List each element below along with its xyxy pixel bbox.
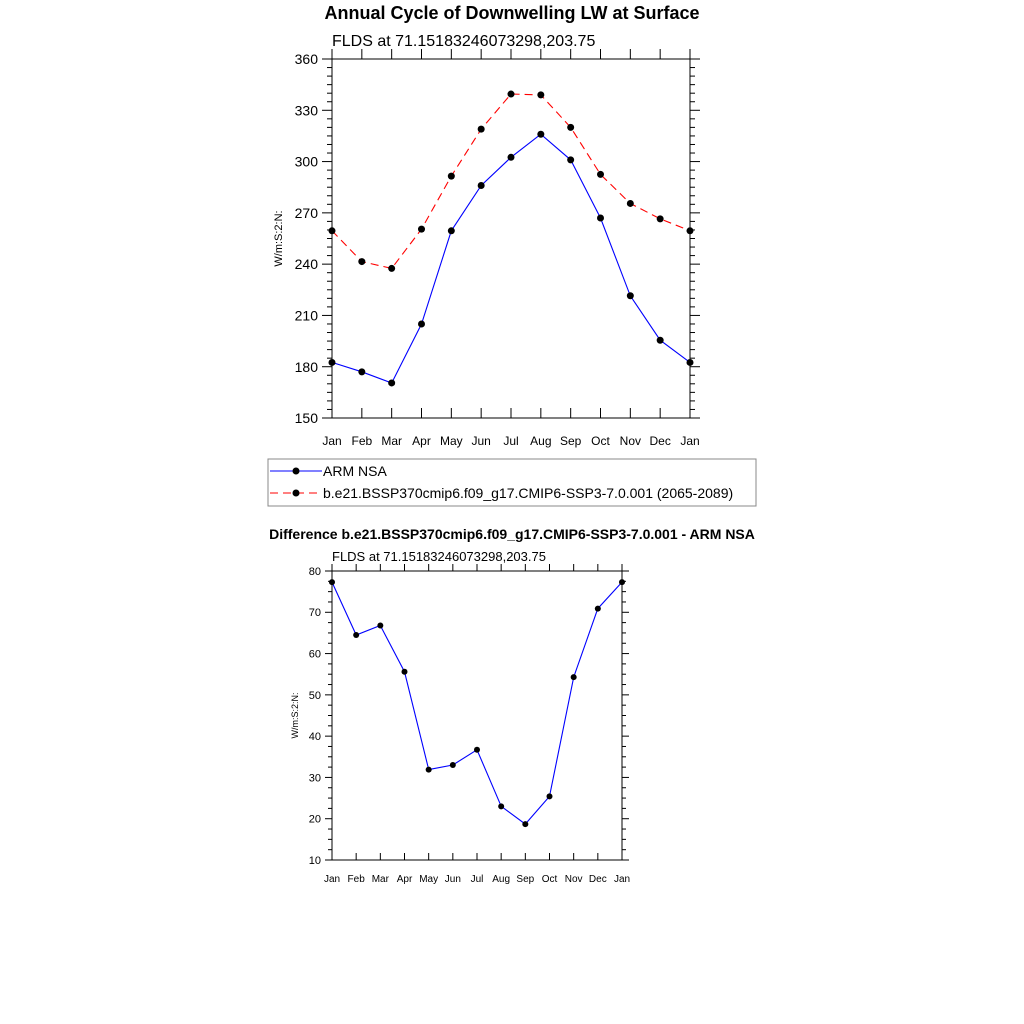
data-point [567, 156, 574, 163]
data-point [508, 154, 515, 161]
x-tick-label: Nov [564, 874, 583, 885]
x-tick-label: Feb [347, 874, 365, 885]
y-tick-label: 50 [308, 689, 321, 702]
data-point [418, 320, 425, 327]
plot-frame [332, 59, 690, 418]
x-tick-label: Jul [503, 434, 519, 448]
data-point [627, 200, 634, 207]
chart-title: Annual Cycle of Downwelling LW at Surface [324, 3, 700, 23]
x-tick-label: Oct [591, 434, 610, 448]
y-axis-label: W/m:S:2:N: [290, 692, 300, 739]
data-point [619, 579, 625, 585]
y-tick-label: 180 [294, 358, 318, 375]
y-tick-label: 20 [308, 813, 321, 826]
data-point [329, 359, 336, 366]
data-point [418, 226, 425, 233]
y-tick-label: 240 [294, 256, 318, 273]
data-point [537, 131, 544, 138]
x-tick-label: Nov [619, 434, 642, 448]
y-axis-label: W/m:S:2:N: [273, 210, 285, 267]
difference-chart [269, 526, 755, 885]
series-line-0 [332, 134, 690, 383]
x-tick-label: May [439, 434, 463, 448]
chart-title: Difference b.e21.BSSP370cmip6.f09_g17.CMIP6-SSP3-7.0.001 - ARM NSA [269, 526, 755, 542]
data-point [657, 215, 664, 222]
data-point [448, 227, 455, 234]
data-point [498, 803, 504, 809]
plot-frame [332, 571, 622, 860]
x-tick-label: Apr [412, 434, 431, 448]
x-tick-label: Jan [323, 874, 341, 885]
data-point [508, 91, 515, 98]
series-line-1 [332, 94, 690, 268]
data-point [597, 171, 604, 178]
y-tick-label: 70 [308, 607, 321, 620]
data-point [388, 379, 395, 386]
data-point [426, 767, 432, 773]
x-tick-label: Oct [541, 874, 558, 885]
data-point [627, 292, 634, 299]
data-point [571, 674, 577, 680]
data-point [547, 793, 553, 799]
x-tick-label: Aug [492, 874, 511, 885]
data-point [329, 579, 335, 585]
legend-marker-1 [293, 490, 300, 497]
data-point [537, 91, 544, 98]
x-tick-label: Mar [371, 874, 389, 885]
x-tick-label: Apr [396, 874, 413, 885]
x-tick-label: Jan [680, 434, 700, 448]
data-point [657, 337, 664, 344]
data-point [450, 762, 456, 768]
chart-subtitle: FLDS at 71.15183246073298,203.75 [332, 33, 596, 50]
legend-label-1: b.e21.BSSP370cmip6.f09_g17.CMIP6-SSP3-7.0.001 (2065-2089) [323, 485, 734, 501]
legend-label-0: ARM NSA [323, 463, 387, 479]
x-tick-label: Sep [516, 874, 535, 885]
chart-subtitle: FLDS at 71.15183246073298,203.75 [332, 549, 546, 564]
data-point [474, 747, 480, 753]
x-tick-label: Aug [530, 434, 552, 448]
y-tick-label: 60 [308, 648, 321, 661]
x-tick-label: Jan [322, 434, 342, 448]
data-point [687, 227, 694, 234]
data-point [402, 669, 408, 675]
x-tick-label: Feb [351, 434, 373, 448]
data-point [358, 368, 365, 375]
y-tick-label: 150 [294, 410, 318, 427]
y-tick-label: 360 [294, 51, 318, 68]
y-tick-label: 330 [294, 102, 318, 119]
x-tick-label: Jan [613, 874, 631, 885]
legend [268, 459, 756, 506]
x-tick-label: Jun [444, 874, 461, 885]
x-tick-label: Mar [381, 434, 403, 448]
y-tick-label: 10 [308, 854, 321, 867]
x-tick-label: Dec [649, 434, 671, 448]
data-point [353, 632, 359, 638]
data-point [597, 214, 604, 221]
y-tick-label: 210 [294, 307, 318, 324]
y-tick-label: 270 [294, 204, 318, 221]
x-tick-label: May [419, 874, 439, 885]
data-point [358, 258, 365, 265]
data-point [478, 126, 485, 133]
y-tick-label: 30 [308, 772, 321, 785]
data-point [377, 622, 383, 628]
y-tick-label: 40 [308, 731, 321, 744]
data-point [448, 173, 455, 180]
data-point [329, 227, 336, 234]
data-point [567, 124, 574, 131]
x-tick-label: Sep [559, 434, 582, 448]
x-tick-label: Jul [470, 874, 484, 885]
data-point [522, 821, 528, 827]
series-line-0 [332, 582, 622, 824]
x-tick-label: Jun [471, 434, 491, 448]
data-point [595, 606, 601, 612]
data-point [478, 182, 485, 189]
y-tick-label: 80 [308, 565, 321, 578]
data-point [388, 265, 395, 272]
x-tick-label: Dec [588, 874, 607, 885]
legend-marker-0 [293, 468, 300, 475]
data-point [687, 359, 694, 366]
y-tick-label: 300 [294, 153, 318, 170]
annual-cycle-chart [273, 3, 700, 448]
